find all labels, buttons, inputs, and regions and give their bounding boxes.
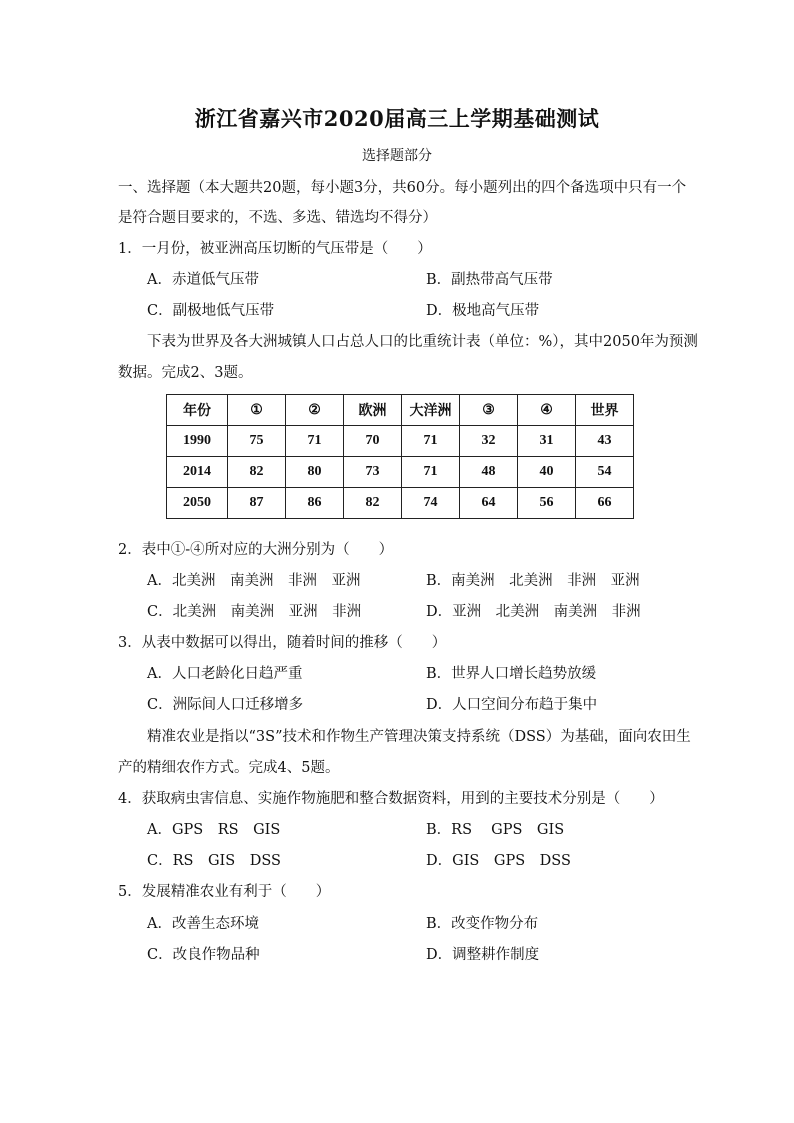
q4-option-b: B．RS GPS GIS [426,822,565,838]
table-header-cell: 欧洲 [344,395,402,426]
passage-2-line-1: 精准农业是指以“3S”技术和作物生产管理决策支持系统（DSS）为基础，面向农田生 [147,729,691,745]
table-header-cell: ① [228,395,286,426]
table-cell: 2050 [167,488,228,519]
section-intro-line-1: 一、选择题（本大题共20题，每小题3分，共60分。每小题列出的四个备选项中只有一个 [118,180,687,196]
question-1-stem: 1．一月份，被亚洲高压切断的气压带是（ ） [118,241,432,257]
table-cell: 86 [286,488,344,519]
table-cell: 71 [402,457,460,488]
q2-option-d: D．亚洲 北美洲 南美洲 非洲 [426,604,641,620]
q1-option-a: A．赤道低气压带 [147,272,259,288]
q2-option-b: B．南美洲 北美洲 非洲 亚洲 [426,573,640,589]
table-cell: 31 [518,426,576,457]
table-cell: 2014 [167,457,228,488]
table-cell: 82 [228,457,286,488]
table-row [167,488,634,519]
table-cell: 70 [344,426,402,457]
table-cell: 73 [344,457,402,488]
q2-option-c: C．北美洲 南美洲 亚洲 非洲 [147,604,362,620]
question-2-stem: 2．表中①-④所对应的大洲分别为（ ） [118,542,394,558]
urbanization-table [166,394,634,519]
table-cell: 74 [402,488,460,519]
q5-option-b: B．改变作物分布 [426,916,539,932]
table-cell: 43 [576,426,634,457]
table-header-cell: ② [286,395,344,426]
table-cell: 56 [518,488,576,519]
table-cell: 80 [286,457,344,488]
table-cell: 32 [460,426,518,457]
table-cell: 40 [518,457,576,488]
q5-option-a: A．改善生态环境 [147,916,259,932]
question-4-stem: 4．获取病虫害信息、实施作物施肥和整合数据资料，用到的主要技术分别是（ ） [118,791,664,807]
page-title: 浙江省嘉兴市2020届高三上学期基础测试 [194,106,600,131]
table-cell: 71 [286,426,344,457]
section-intro-line-2: 是符合题目要求的，不选、多选、错选均不得分） [118,210,437,226]
passage-1-line-2: 数据。完成2、3题。 [118,365,253,381]
table-cell: 75 [228,426,286,457]
table-row [167,457,634,488]
table-cell: 66 [576,488,634,519]
table-header-cell: 年份 [167,395,228,426]
table-header-cell: ③ [460,395,518,426]
q3-option-c: C．洲际间人口迁移增多 [147,697,304,713]
q5-option-d: D．调整耕作制度 [426,947,540,963]
q5-option-c: C．改良作物品种 [147,947,260,963]
table-header-cell: 大洋洲 [402,395,460,426]
table-cell: 87 [228,488,286,519]
question-3-stem: 3．从表中数据可以得出，随着时间的推移（ ） [118,635,447,651]
q4-option-a: A．GPS RS GIS [147,822,281,838]
table-cell: 54 [576,457,634,488]
q4-option-c: C．RS GIS DSS [147,853,281,869]
table-cell: 71 [402,426,460,457]
q2-option-a: A．北美洲 南美洲 非洲 亚洲 [147,573,361,589]
table-cell: 82 [344,488,402,519]
question-5-stem: 5．发展精准农业有利于（ ） [118,884,331,900]
q4-option-d: D．GIS GPS DSS [426,853,571,869]
table-header-cell: 世界 [576,395,634,426]
q1-option-c: C．副极地低气压带 [147,303,275,319]
table-header-row [167,395,634,426]
q3-option-a: A．人口老龄化日趋严重 [147,666,303,682]
table-cell: 1990 [167,426,228,457]
table-header-cell: ④ [518,395,576,426]
q3-option-b: B．世界人口增长趋势放缓 [426,666,597,682]
passage-2-line-2: 产的精细农作方式。完成4、5题。 [118,760,340,776]
q1-option-b: B．副热带高气压带 [426,272,553,288]
table-cell: 64 [460,488,518,519]
passage-1-line-1: 下表为世界及各大洲城镇人口占总人口的比重统计表（单位：%），其中2050年为预测 [147,334,698,350]
table-row [167,426,634,457]
section-subtitle: 选择题部分 [362,148,432,164]
table-cell: 48 [460,457,518,488]
q1-option-d: D．极地高气压带 [426,303,540,319]
q3-option-d: D．人口空间分布趋于集中 [426,697,598,713]
